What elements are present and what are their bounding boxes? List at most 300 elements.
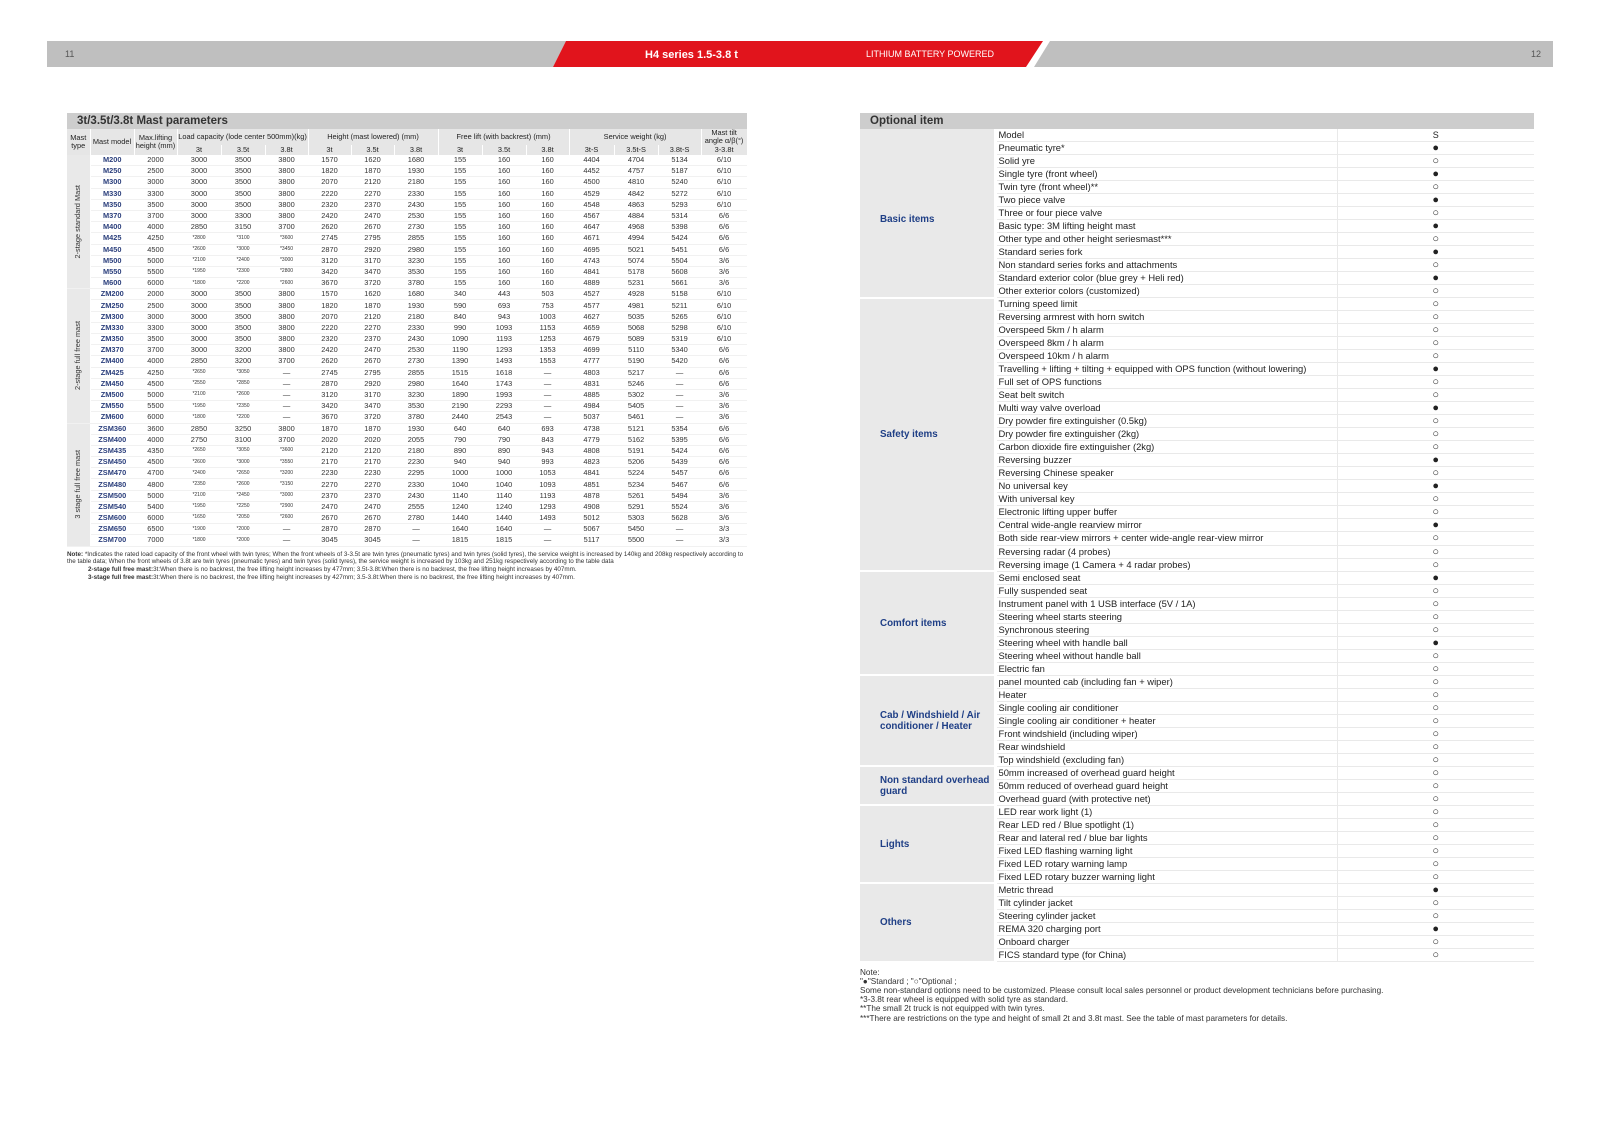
table-cell: 3300 <box>134 322 177 333</box>
standard-filled-circle-icon: ● <box>1337 142 1534 155</box>
optional-empty-circle-icon: ○ <box>1337 155 1534 168</box>
table-cell: 2320 <box>308 334 351 345</box>
optional-empty-circle-icon: ○ <box>1337 285 1534 298</box>
option-name: Fully suspended seat <box>995 584 1337 597</box>
series-title: H4 series 1.5-3.8 t <box>645 49 738 61</box>
table-cell: 155 <box>438 266 482 277</box>
table-cell <box>265 278 308 289</box>
optional-empty-circle-icon: ○ <box>1337 701 1534 714</box>
table-cell: 5035 <box>614 311 658 322</box>
table-cell <box>177 513 221 524</box>
table-cell <box>265 255 308 266</box>
stacked-value: *3600 <box>279 447 294 454</box>
option-name: Heater <box>995 688 1337 701</box>
table-cell <box>177 535 221 546</box>
table-cell: 4695 <box>569 244 614 255</box>
optional-empty-circle-icon: ○ <box>1337 428 1534 441</box>
table-cell: 3/6 <box>701 278 747 289</box>
table-cell: 4577 <box>569 300 614 311</box>
table-cell: 3120 <box>308 389 351 400</box>
table-cell: 4810 <box>614 177 658 188</box>
optional-empty-circle-icon: ○ <box>1337 688 1534 701</box>
optional-empty-circle-icon: ○ <box>1337 259 1534 272</box>
optional-items-body <box>860 129 1534 962</box>
optional-empty-circle-icon: ○ <box>1337 935 1534 948</box>
table-cell: 5110 <box>614 345 658 356</box>
table-cell: 3500 <box>221 155 265 166</box>
table-cell: 3/3 <box>701 535 747 546</box>
table-cell: — <box>265 535 308 546</box>
table-cell: 1620 <box>351 155 394 166</box>
table-cell: 2020 <box>308 434 351 445</box>
table-row <box>67 255 747 266</box>
table-cell: 6/10 <box>701 334 747 345</box>
mast-model-cell: M370 <box>90 210 134 221</box>
mast-model-cell: ZM600 <box>90 412 134 423</box>
optional-items-table <box>860 129 1534 963</box>
table-cell <box>221 266 265 277</box>
table-cell: 2370 <box>351 334 394 345</box>
table-cell <box>265 513 308 524</box>
table-cell: 2470 <box>308 501 351 512</box>
mast-note-two-stage <box>67 566 747 574</box>
mast-note-text: *Indicates the rated load capacity of the front wheel with twin tyres; When the front wheels of 3-3.5t are twin tyres (pneumatic tyres) and twin tyres (solid tyres), the service weight is increased by 140kg and 208kg respectively according to the table data; When the front wheels of 3.8t are twin tyres (pneumatic tyres) and twin tyres (solid tyres), the service weight is increased by 103kg and 251kg respectively according to the table data <box>67 550 744 566</box>
mast-model-cell: ZSM360 <box>90 423 134 434</box>
option-name: Reversing radar (4 probes) <box>995 545 1337 558</box>
table-cell: 160 <box>482 166 526 177</box>
model-header: Model <box>995 129 1337 142</box>
table-cell: 3800 <box>265 334 308 345</box>
table-cell: 2230 <box>394 457 438 468</box>
table-cell: 4647 <box>569 222 614 233</box>
stacked-value: *3000 <box>236 245 250 252</box>
table-cell: 3000 <box>177 188 221 199</box>
table-cell: 5450 <box>614 524 658 535</box>
table-cell: 5217 <box>614 367 658 378</box>
table-cell: — <box>658 378 701 389</box>
table-cell: 1870 <box>351 423 394 434</box>
table-cell: 3/6 <box>701 501 747 512</box>
table-cell <box>221 367 265 378</box>
standard-filled-circle-icon: ● <box>1337 883 1534 896</box>
table-cell: 2070 <box>308 311 351 322</box>
table-cell <box>221 244 265 255</box>
optional-empty-circle-icon: ○ <box>1337 597 1534 610</box>
table-cell: 6/6 <box>701 378 747 389</box>
table-cell: 2180 <box>394 445 438 456</box>
table-cell: 2120 <box>351 445 394 456</box>
table-cell: 1000 <box>482 468 526 479</box>
table-cell: 3720 <box>351 278 394 289</box>
option-name: Overspeed 5km / h alarm <box>995 324 1337 337</box>
table-cell: 2855 <box>394 367 438 378</box>
stacked-value: *2600 <box>236 391 250 398</box>
table-cell: 3800 <box>265 177 308 188</box>
table-cell: 2780 <box>394 513 438 524</box>
table-cell: 1440 <box>482 513 526 524</box>
table-cell: 5234 <box>614 479 658 490</box>
list-item <box>860 766 1534 779</box>
table-cell: 640 <box>438 423 482 434</box>
optional-empty-circle-icon: ○ <box>1337 896 1534 909</box>
option-name: REMA 320 charging port <box>995 922 1337 935</box>
table-cell <box>221 445 265 456</box>
category-label: Basic items <box>860 142 995 298</box>
table-cell: 3000 <box>177 155 221 166</box>
table-cell: 1820 <box>308 166 351 177</box>
list-item <box>860 883 1534 896</box>
table-cell: 2370 <box>351 199 394 210</box>
table-cell: 1253 <box>526 334 569 345</box>
table-cell: 3000 <box>177 289 221 300</box>
mast-model-cell: ZSM470 <box>90 468 134 479</box>
subheader-12: 3-3.8t <box>701 145 747 155</box>
stacked-value: *2650 <box>192 369 206 375</box>
list-item <box>860 571 1534 584</box>
banner-right-grey <box>1034 41 1553 67</box>
note-line: Note: <box>860 967 880 977</box>
option-name: Multi way valve overload <box>995 402 1337 415</box>
table-cell: 5162 <box>614 434 658 445</box>
optional-empty-circle-icon: ○ <box>1337 766 1534 779</box>
table-cell: 1930 <box>394 166 438 177</box>
table-cell: 4777 <box>569 356 614 367</box>
table-cell: 6/10 <box>701 155 747 166</box>
optional-empty-circle-icon: ○ <box>1337 831 1534 844</box>
table-cell: 4452 <box>569 166 614 177</box>
optional-empty-circle-icon: ○ <box>1337 857 1534 870</box>
table-cell: 4803 <box>569 367 614 378</box>
table-row <box>67 345 747 356</box>
table-cell: 5089 <box>614 334 658 345</box>
table-cell <box>177 233 221 244</box>
subheader-6: 3t <box>438 145 482 155</box>
table-cell: 3420 <box>308 401 351 412</box>
table-cell: 5206 <box>614 457 658 468</box>
option-name: Front windshield (including wiper) <box>995 727 1337 740</box>
table-cell: 2745 <box>308 233 351 244</box>
table-cell: 1993 <box>482 389 526 400</box>
table-cell: 2670 <box>351 356 394 367</box>
mast-group-label <box>67 289 90 423</box>
option-name: Tilt cylinder jacket <box>995 896 1337 909</box>
table-cell: 1390 <box>438 356 482 367</box>
table-cell: 590 <box>438 300 482 311</box>
table-cell: 160 <box>482 244 526 255</box>
table-cell: 4885 <box>569 389 614 400</box>
table-cell: 3500 <box>134 199 177 210</box>
option-name: Fixed LED rotary buzzer warning light <box>995 870 1337 883</box>
optional-empty-circle-icon: ○ <box>1337 337 1534 350</box>
mast-model-cell: ZSM650 <box>90 524 134 535</box>
table-cell: 3800 <box>265 423 308 434</box>
table-cell: 5000 <box>134 389 177 400</box>
table-cell: 4529 <box>569 188 614 199</box>
table-cell: 3780 <box>394 412 438 423</box>
stacked-value: *2300 <box>236 268 250 275</box>
table-cell: — <box>394 524 438 535</box>
subheader-4: 3.5t <box>351 145 394 155</box>
table-cell: 6/10 <box>701 177 747 188</box>
table-cell: 5191 <box>614 445 658 456</box>
table-cell: — <box>526 378 569 389</box>
stacked-value: *3050 <box>236 447 250 454</box>
category-header-cell <box>860 129 995 142</box>
table-cell: 3470 <box>351 401 394 412</box>
table-cell: 2850 <box>177 423 221 434</box>
subheader-2: 3.8t <box>265 145 308 155</box>
table-cell: 3670 <box>308 278 351 289</box>
table-cell: 5067 <box>569 524 614 535</box>
table-cell: 4567 <box>569 210 614 221</box>
mast-model-cell: ZM400 <box>90 356 134 367</box>
option-name: No universal key <box>995 480 1337 493</box>
option-name: Synchronous steering <box>995 623 1337 636</box>
table-cell: 6/6 <box>701 233 747 244</box>
standard-filled-circle-icon: ● <box>1337 922 1534 935</box>
option-name: Metric thread <box>995 883 1337 896</box>
optional-empty-circle-icon: ○ <box>1337 844 1534 857</box>
mast-model-cell: ZSM400 <box>90 434 134 445</box>
table-cell: 1815 <box>482 535 526 546</box>
table-cell: 6/6 <box>701 244 747 255</box>
table-cell: 2055 <box>394 434 438 445</box>
standard-filled-circle-icon: ● <box>1337 194 1534 207</box>
table-cell: 4863 <box>614 199 658 210</box>
table-cell: 840 <box>438 311 482 322</box>
page-number-right: 12 <box>1531 49 1542 59</box>
table-cell: 1620 <box>351 289 394 300</box>
table-cell: 5211 <box>658 300 701 311</box>
optional-empty-circle-icon: ○ <box>1337 467 1534 480</box>
table-cell: 4984 <box>569 401 614 412</box>
table-cell: 6/10 <box>701 311 747 322</box>
mast-group-label <box>67 423 90 546</box>
table-cell: 2270 <box>351 322 394 333</box>
standard-filled-circle-icon: ● <box>1337 168 1534 181</box>
table-cell: 5628 <box>658 513 701 524</box>
mast-group-label <box>67 155 90 289</box>
table-row <box>67 445 747 456</box>
table-cell: 4884 <box>614 210 658 221</box>
table-cell: 6/6 <box>701 479 747 490</box>
page-number-left: 11 <box>65 49 75 59</box>
table-cell: 2190 <box>438 401 482 412</box>
mast-model-cell: ZM550 <box>90 401 134 412</box>
option-name: Travelling + lifting + tilting + equipped with OPS function (without lowering) <box>995 363 1337 376</box>
table-cell: 3500 <box>134 334 177 345</box>
table-cell <box>177 255 221 266</box>
optional-empty-circle-icon: ○ <box>1337 376 1534 389</box>
table-cell: 160 <box>526 278 569 289</box>
table-cell: 3500 <box>221 177 265 188</box>
table-cell <box>265 244 308 255</box>
table-cell: 4500 <box>134 457 177 468</box>
table-cell: 2420 <box>308 210 351 221</box>
subheader-10: 3.5t-S <box>614 145 658 155</box>
table-cell: 3420 <box>308 266 351 277</box>
mast-model-cell: M450 <box>90 244 134 255</box>
mast-model-cell: M400 <box>90 222 134 233</box>
table-row <box>67 356 747 367</box>
table-cell: 4823 <box>569 457 614 468</box>
table-row <box>67 334 747 345</box>
stacked-value: *3000 <box>279 492 294 499</box>
table-cell: 4968 <box>614 222 658 233</box>
table-cell: 2270 <box>351 479 394 490</box>
option-name: Dry powder fire extinguisher (2kg) <box>995 428 1337 441</box>
table-row <box>67 401 747 412</box>
table-cell: 2980 <box>394 378 438 389</box>
table-cell <box>221 524 265 535</box>
table-cell <box>221 378 265 389</box>
table-cell: 1930 <box>394 423 438 434</box>
option-name: Overhead guard (with protective net) <box>995 792 1337 805</box>
table-cell: 3000 <box>177 334 221 345</box>
standard-filled-circle-icon: ● <box>1337 480 1534 493</box>
table-cell: — <box>265 378 308 389</box>
option-name: Non standard series forks and attachments <box>995 259 1337 272</box>
table-cell: 155 <box>438 155 482 166</box>
table-cell: — <box>526 524 569 535</box>
table-cell: 2750 <box>177 434 221 445</box>
table-cell: 1190 <box>438 345 482 356</box>
table-cell: 2295 <box>394 468 438 479</box>
table-cell: 5190 <box>614 356 658 367</box>
stacked-value: *2450 <box>236 492 250 499</box>
option-name: Electric fan <box>995 662 1337 675</box>
mast-group-label-text: 2-stage standard Mast <box>73 184 83 259</box>
table-row <box>67 457 747 468</box>
table-cell: 5117 <box>569 535 614 546</box>
table-cell: 4671 <box>569 233 614 244</box>
optional-items-section <box>860 113 1534 1023</box>
stacked-value: *2800 <box>279 268 294 275</box>
table-cell: 1570 <box>308 289 351 300</box>
table-cell: 940 <box>438 457 482 468</box>
table-cell: 6/6 <box>701 468 747 479</box>
table-cell: 6/10 <box>701 166 747 177</box>
table-cell: 3800 <box>265 322 308 333</box>
option-name: Carbon dioxide fire extinguisher (2kg) <box>995 441 1337 454</box>
table-cell: 4548 <box>569 199 614 210</box>
table-cell <box>177 479 221 490</box>
table-cell <box>265 468 308 479</box>
table-cell <box>221 412 265 423</box>
table-cell: 1870 <box>351 300 394 311</box>
table-cell: — <box>526 401 569 412</box>
table-cell <box>221 513 265 524</box>
standard-filled-circle-icon: ● <box>1337 454 1534 467</box>
table-cell: 4700 <box>134 468 177 479</box>
option-name: Reversing armrest with horn switch <box>995 311 1337 324</box>
table-cell: 5354 <box>658 423 701 434</box>
table-cell: 1640 <box>482 524 526 535</box>
table-cell <box>177 378 221 389</box>
table-cell: 160 <box>482 188 526 199</box>
table-cell: 5457 <box>658 468 701 479</box>
table-cell: 6/6 <box>701 423 747 434</box>
table-cell: 1003 <box>526 311 569 322</box>
option-name: Overspeed 10km / h alarm <box>995 350 1337 363</box>
header-load-capacity: Load capacity (lode center 500mm)(kg) <box>177 129 308 145</box>
table-cell: 4527 <box>569 289 614 300</box>
table-row <box>67 233 747 244</box>
table-cell: 160 <box>526 233 569 244</box>
table-cell: 790 <box>438 434 482 445</box>
table-cell: 3120 <box>308 255 351 266</box>
table-cell: 5037 <box>569 412 614 423</box>
table-cell: 160 <box>482 278 526 289</box>
option-name: Onboard charger <box>995 935 1337 948</box>
table-cell: 1053 <box>526 468 569 479</box>
table-cell: — <box>265 367 308 378</box>
table-cell: 6/10 <box>701 289 747 300</box>
standard-filled-circle-icon: ● <box>1337 363 1534 376</box>
table-cell: 753 <box>526 300 569 311</box>
table-cell: 1240 <box>438 501 482 512</box>
table-cell <box>177 468 221 479</box>
table-cell: 160 <box>526 166 569 177</box>
table-cell: 2850 <box>177 222 221 233</box>
option-name: Overspeed 8km / h alarm <box>995 337 1337 350</box>
table-row <box>67 300 747 311</box>
optional-empty-circle-icon: ○ <box>1337 623 1534 636</box>
option-name: Twin tyre (front wheel)** <box>995 181 1337 194</box>
table-cell: 160 <box>482 155 526 166</box>
table-cell <box>221 389 265 400</box>
mast-model-cell: ZSM700 <box>90 535 134 546</box>
table-cell <box>177 401 221 412</box>
table-cell: 4841 <box>569 468 614 479</box>
table-cell: 2470 <box>351 210 394 221</box>
standard-filled-circle-icon: ● <box>1337 220 1534 233</box>
subheader-0: 3t <box>177 145 221 155</box>
stacked-value: *3000 <box>279 257 294 264</box>
table-cell: 4981 <box>614 300 658 311</box>
stacked-value: *2600 <box>279 279 294 286</box>
table-cell: 5298 <box>658 322 701 333</box>
table-cell: 2170 <box>351 457 394 468</box>
table-cell: 2920 <box>351 244 394 255</box>
option-name: 50mm reduced of overhead guard height <box>995 779 1337 792</box>
table-cell: 3780 <box>394 278 438 289</box>
stacked-value: *2350 <box>192 480 206 487</box>
table-cell <box>177 501 221 512</box>
table-cell: 2330 <box>394 479 438 490</box>
table-cell: 160 <box>526 199 569 210</box>
table-cell: 1890 <box>438 389 482 400</box>
table-cell: 5500 <box>134 401 177 412</box>
optional-empty-circle-icon: ○ <box>1337 506 1534 519</box>
stacked-value: *3600 <box>279 234 294 241</box>
table-cell: 3000 <box>134 177 177 188</box>
option-name: Steering wheel without handle ball <box>995 649 1337 662</box>
table-cell: 1240 <box>482 501 526 512</box>
table-cell: 1193 <box>526 490 569 501</box>
table-cell: 3800 <box>265 210 308 221</box>
table-cell: 2500 <box>134 166 177 177</box>
table-cell: 5224 <box>614 468 658 479</box>
table-cell: 2850 <box>177 356 221 367</box>
stacked-value: *2100 <box>192 492 206 499</box>
table-row <box>67 278 747 289</box>
table-cell: 3000 <box>177 166 221 177</box>
table-cell: 2440 <box>438 412 482 423</box>
table-row <box>67 322 747 333</box>
optional-empty-circle-icon: ○ <box>1337 350 1534 363</box>
table-cell: — <box>658 401 701 412</box>
